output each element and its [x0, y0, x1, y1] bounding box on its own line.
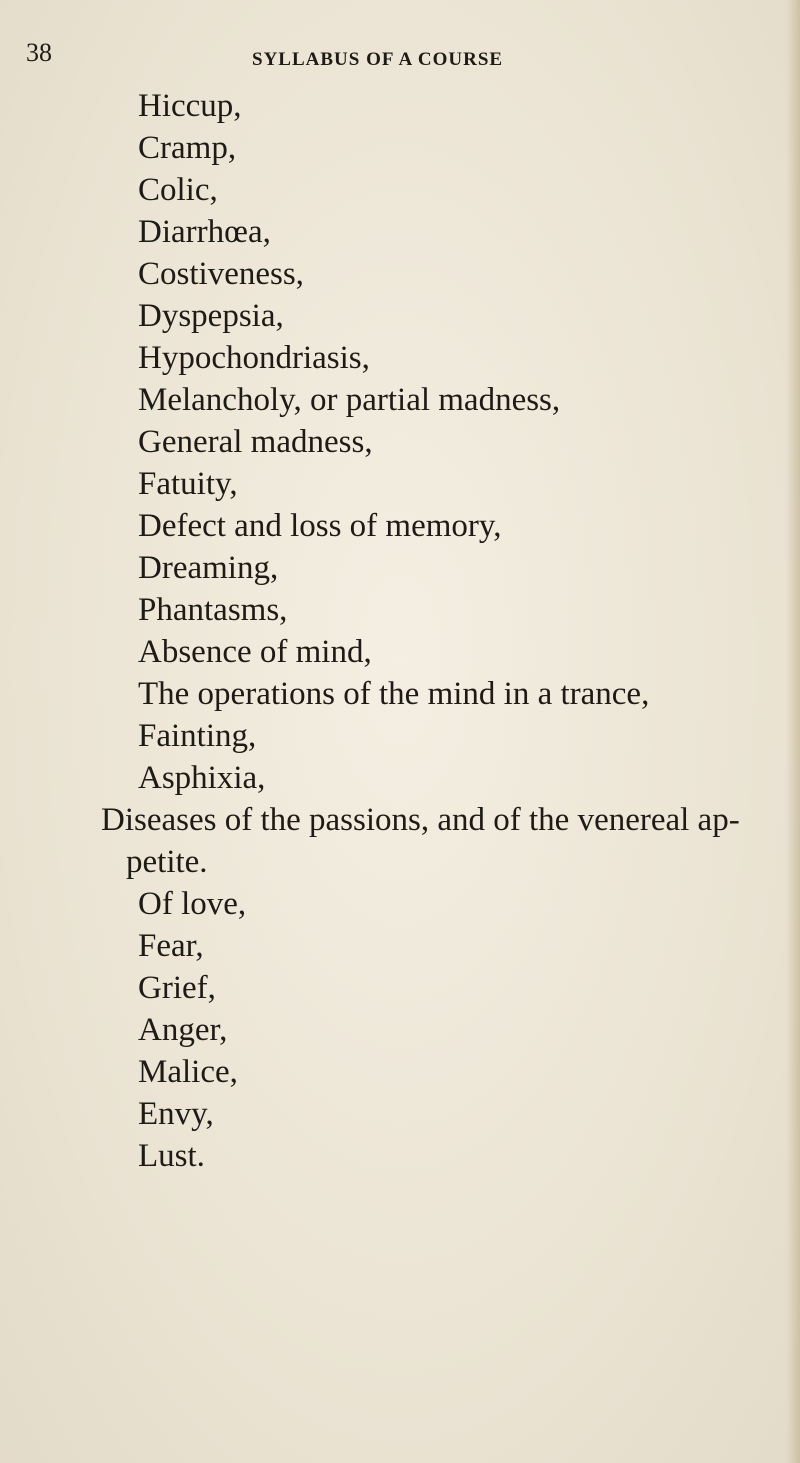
page-number: 38 — [26, 38, 52, 67]
list-item: Hypochondriasis, — [138, 340, 370, 376]
list-item: Costiveness, — [138, 256, 304, 292]
list-item: Hiccup, — [138, 88, 242, 124]
list-item: Absence of mind, — [138, 634, 372, 670]
list-item: Phantasms, — [138, 592, 288, 628]
list-item: Of love, — [138, 886, 247, 922]
list-item: Anger, — [138, 1012, 228, 1048]
list-item: Dreaming, — [138, 550, 279, 586]
list-item: Colic, — [138, 172, 218, 208]
list-item: The operations of the mind in a trance, — [138, 676, 650, 712]
page-edge-shadow — [786, 0, 800, 1463]
list-item: Melancholy, or partial madness, — [138, 382, 561, 418]
list-item: Cramp, — [138, 130, 237, 166]
section-heading-line-1: Diseases of the passions, and of the venereal ap- — [101, 802, 740, 838]
list-item: Lust. — [138, 1138, 205, 1174]
list-item: Malice, — [138, 1054, 238, 1090]
list-item: Envy, — [138, 1096, 214, 1132]
list-item: Defect and loss of memory, — [138, 508, 502, 544]
list-item: Fainting, — [138, 718, 257, 754]
list-item: Diarrhœa, — [138, 214, 271, 250]
running-head: SYLLABUS OF A COURSE — [252, 49, 504, 70]
list-item: Fatuity, — [138, 466, 238, 502]
list-item: Fear, — [138, 928, 204, 964]
list-item: General madness, — [138, 424, 373, 460]
section-heading-line-2: petite. — [126, 844, 208, 880]
list-item: Asphixia, — [138, 760, 266, 796]
list-item: Dyspepsia, — [138, 298, 284, 334]
list-item: Grief, — [138, 970, 216, 1006]
